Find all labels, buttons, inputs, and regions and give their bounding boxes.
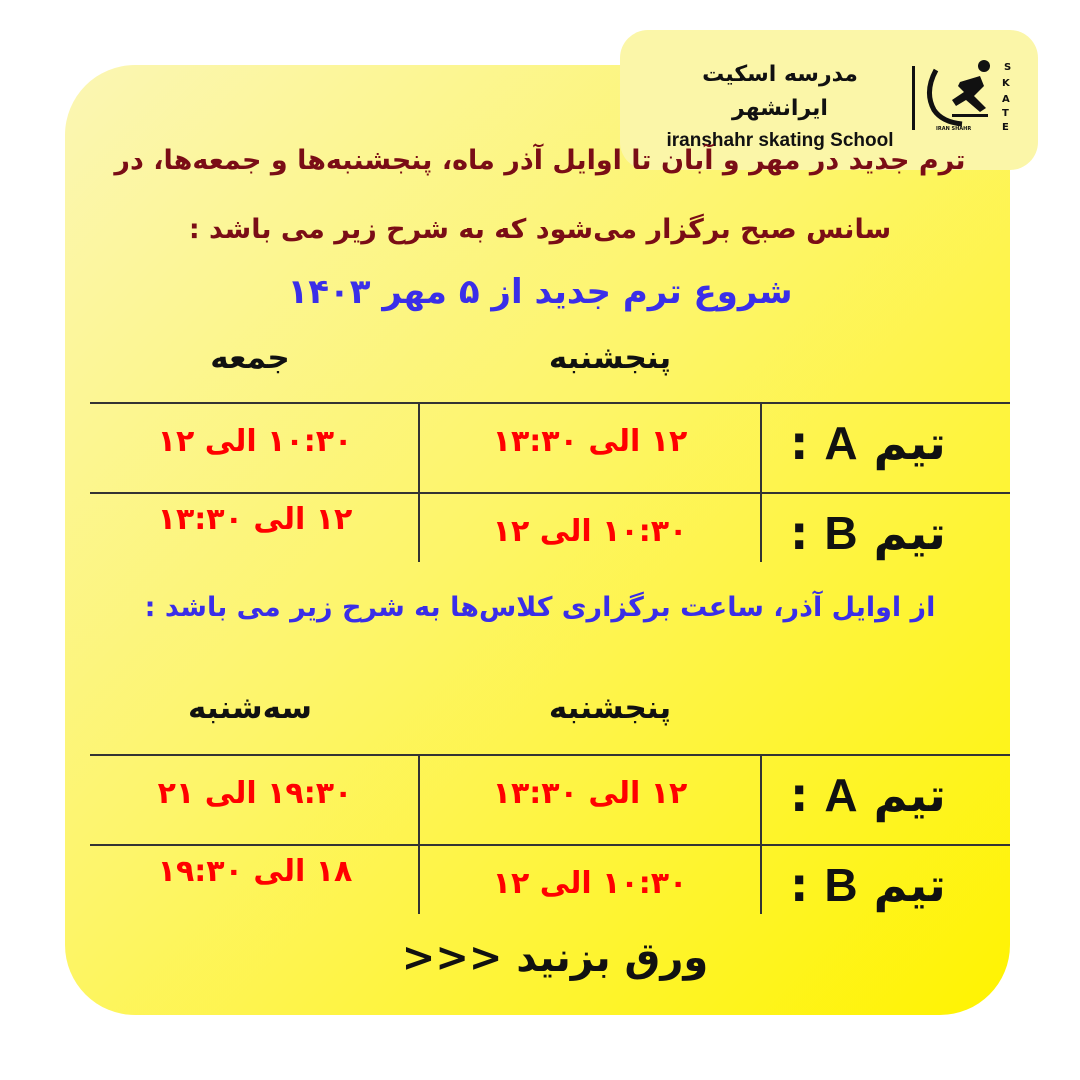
school-name-fa: مدرسه اسکیت ایرانشهر	[702, 62, 858, 121]
schedule2-day-tuesday: سه‌شنبه	[188, 690, 312, 726]
team-b-thursday-time: ۱۰:۳۰ الی ۱۲	[492, 514, 688, 549]
schedule2-day-thursday: پنجشنبه	[548, 690, 672, 726]
table-rule	[90, 402, 1010, 404]
team-a-label: تیم A :	[790, 768, 946, 822]
team-a-thursday-time: ۱۲ الی ۱۳:۳۰	[492, 776, 688, 811]
table-rule	[90, 492, 1010, 494]
school-name-en: iranshahr skating School	[666, 130, 894, 151]
schedule1-day-friday: جمعه	[210, 340, 290, 376]
team-b-tuesday-time: ۱۸ الی ۱۹:۳۰	[157, 854, 353, 889]
team-b-friday-time: ۱۲ الی ۱۳:۳۰	[157, 502, 353, 537]
team-b-label: تیم B :	[790, 858, 946, 912]
table-divider	[760, 754, 762, 914]
team-a-thursday-time: ۱۲ الی ۱۳:۳۰	[492, 424, 688, 459]
team-a-tuesday-time: ۱۹:۳۰ الی ۲۱	[157, 776, 353, 811]
logo-divider	[912, 66, 915, 130]
team-b-label: تیم B :	[790, 506, 946, 560]
table-divider	[760, 402, 762, 562]
table-divider	[418, 402, 420, 562]
schedule1-table	[90, 402, 1010, 562]
azar-schedule-note: از اوایل آذر، ساعت برگزاری کلاس‌ها به شرح زیر می باشد :	[144, 592, 936, 623]
logo-mark-t: T	[1002, 108, 1009, 119]
school-logo-text	[655, 58, 905, 151]
intro-line-1: ترم جدید در مهر و آبان تا اوایل آذر ماه، پنجشنبه‌ها و جمعه‌ها، در	[114, 145, 966, 176]
logo-mark-small-text: IRAN SHAHR	[936, 126, 972, 132]
table-rule	[90, 844, 1010, 846]
schedule2-table	[90, 754, 1010, 914]
team-a-friday-time: ۱۰:۳۰ الی ۱۲	[157, 424, 353, 459]
term-start-note: شروع ترم جدید از ۵ مهر ۱۴۰۳	[287, 272, 793, 312]
team-a-label: تیم A :	[790, 416, 946, 470]
swipe-prompt: ورق بزنید <<<	[401, 935, 709, 981]
table-rule	[90, 754, 1010, 756]
skater-logo-icon	[922, 52, 1014, 132]
logo-mark-k: K	[1002, 78, 1010, 89]
intro-line-2: سانس صبح برگزار می‌شود که به شرح زیر می باشد :	[188, 214, 892, 245]
schedule1-day-thursday: پنجشنبه	[548, 340, 672, 376]
team-b-thursday-time: ۱۰:۳۰ الی ۱۲	[492, 866, 688, 901]
logo-mark-a: A	[1002, 94, 1010, 105]
logo-mark-s: S	[1004, 62, 1012, 73]
logo-mark-e: E	[1002, 122, 1009, 132]
table-divider	[418, 754, 420, 914]
